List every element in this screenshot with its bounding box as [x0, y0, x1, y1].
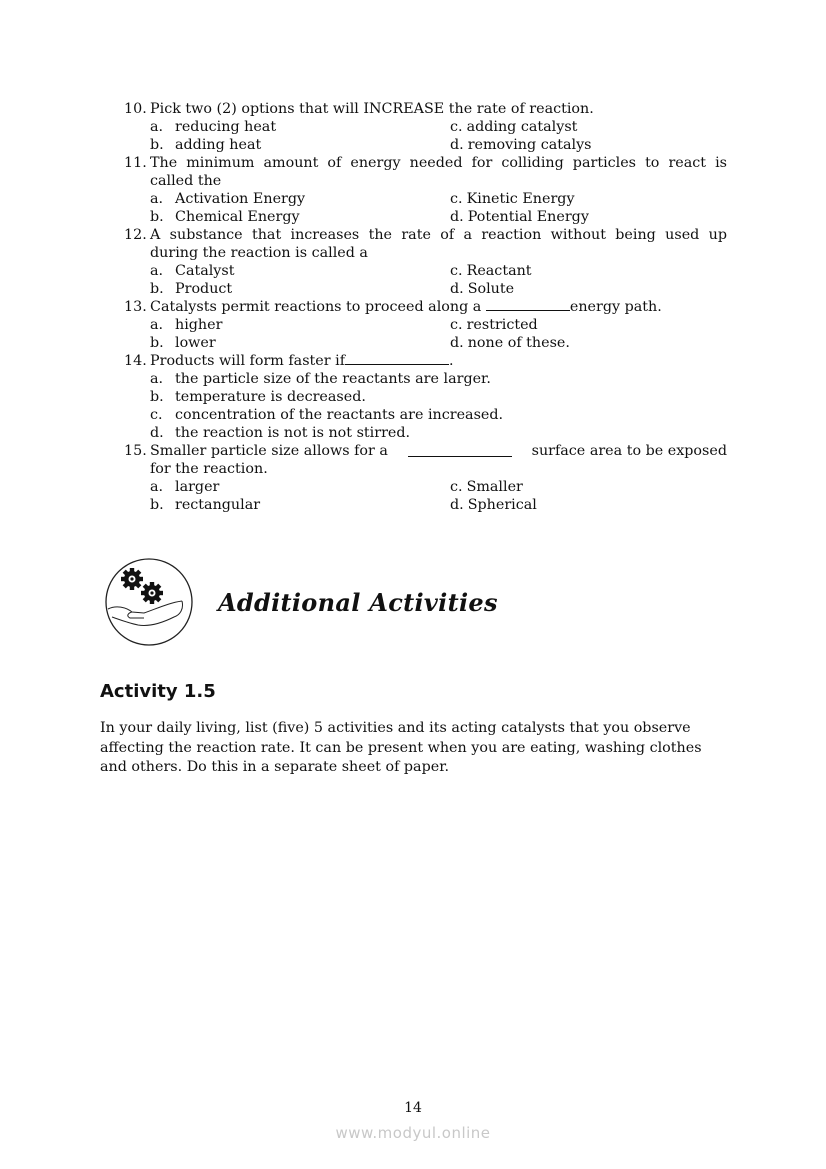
option-a: a. higher	[150, 317, 223, 333]
section-title: Additional Activities	[218, 587, 498, 617]
watermark: www.modyul.online	[335, 1124, 491, 1142]
page-number: 14	[404, 1100, 422, 1116]
question-text: Products will form faster if .	[150, 353, 454, 369]
question-text: The minimum amount of energy needed for colliding particles to react is	[150, 155, 727, 171]
section-header	[104, 557, 498, 647]
answer-blank	[345, 352, 449, 365]
question-12: 12. A substance that increases the rate of a reaction without being used up during the reaction is called a a. Catalyst c. Reactant b. Product d. Solute	[124, 227, 727, 297]
option-a: a. larger	[150, 479, 220, 495]
option-b: b. temperature is decreased.	[150, 389, 366, 405]
question-text: A substance that increases the rate of a reaction without being used up	[150, 227, 727, 243]
option-c: c. Kinetic Energy	[450, 191, 575, 207]
gears-in-hand-icon	[104, 557, 194, 647]
option-b: b. Product	[150, 281, 233, 297]
option-d: d. removing catalys	[450, 137, 592, 153]
option-a: a. Activation Energy	[150, 191, 306, 207]
option-b: b. rectangular	[150, 497, 261, 513]
option-c: c. Smaller	[450, 479, 523, 495]
activity-instructions: In your daily living, list (five) 5 activities and its acting catalysts that you observe affecting the reaction rate. It can be present when you are eating, washing clothes and others. Do this in a separate sheet of paper.	[100, 720, 702, 775]
question-10: 10. Pick two (2) options that will INCREASE the rate of reaction. a. reducing heat c. adding catalyst b. adding heat d. removing catalys	[124, 100, 727, 154]
activity-title: Activity 1.5	[100, 681, 216, 702]
option-d: d. none of these.	[450, 335, 570, 351]
option-c: c. Reactant	[450, 263, 532, 279]
question-text: Pick two (2) options that will INCREASE the rate of reaction.	[150, 101, 594, 117]
question-15: 15. Smaller particle size allows for a surface area to be exposed for the reaction. a. larger c. Smaller b. rectangular d. Spherical	[124, 443, 727, 513]
option-b: b. lower	[150, 335, 216, 351]
option-b: b. Chemical Energy	[150, 209, 300, 225]
option-c: c. adding catalyst	[450, 119, 578, 135]
option-d: d. Spherical	[450, 497, 537, 513]
answer-blank	[408, 444, 512, 457]
question-14: 14. Products will form faster if . a. the particle size of the reactants are larger. b. temperature is decreased. c. concentration of the reactants are increased. d. the reaction is not is not stirred.	[124, 352, 727, 442]
question-text: Smaller particle size allows for a surface area to be exposed	[150, 443, 727, 459]
answer-blank	[486, 298, 570, 311]
option-d: d. Solute	[450, 281, 515, 297]
question-11: 11. The minimum amount of energy needed for colliding particles to react is called the a. Activation Energy c. Kinetic Energy b. Chemical Energy d. Potential Energy	[124, 155, 727, 225]
option-b: b. adding heat	[150, 137, 262, 153]
question-text: Catalysts permit reactions to proceed along a energy path.	[150, 299, 662, 315]
option-d: d. the reaction is not is not stirred.	[150, 425, 411, 441]
option-a: a. the particle size of the reactants are larger.	[150, 371, 491, 387]
option-a: a. reducing heat	[150, 119, 277, 135]
question-13: 13. Catalysts permit reactions to proceed along a energy path. a. higher c. restricted b. lower d. none of these.	[124, 298, 727, 352]
option-c: c. concentration of the reactants are increased.	[150, 407, 504, 423]
option-d: d. Potential Energy	[450, 209, 589, 225]
option-a: a. Catalyst	[150, 263, 235, 279]
option-c: c. restricted	[450, 317, 538, 333]
